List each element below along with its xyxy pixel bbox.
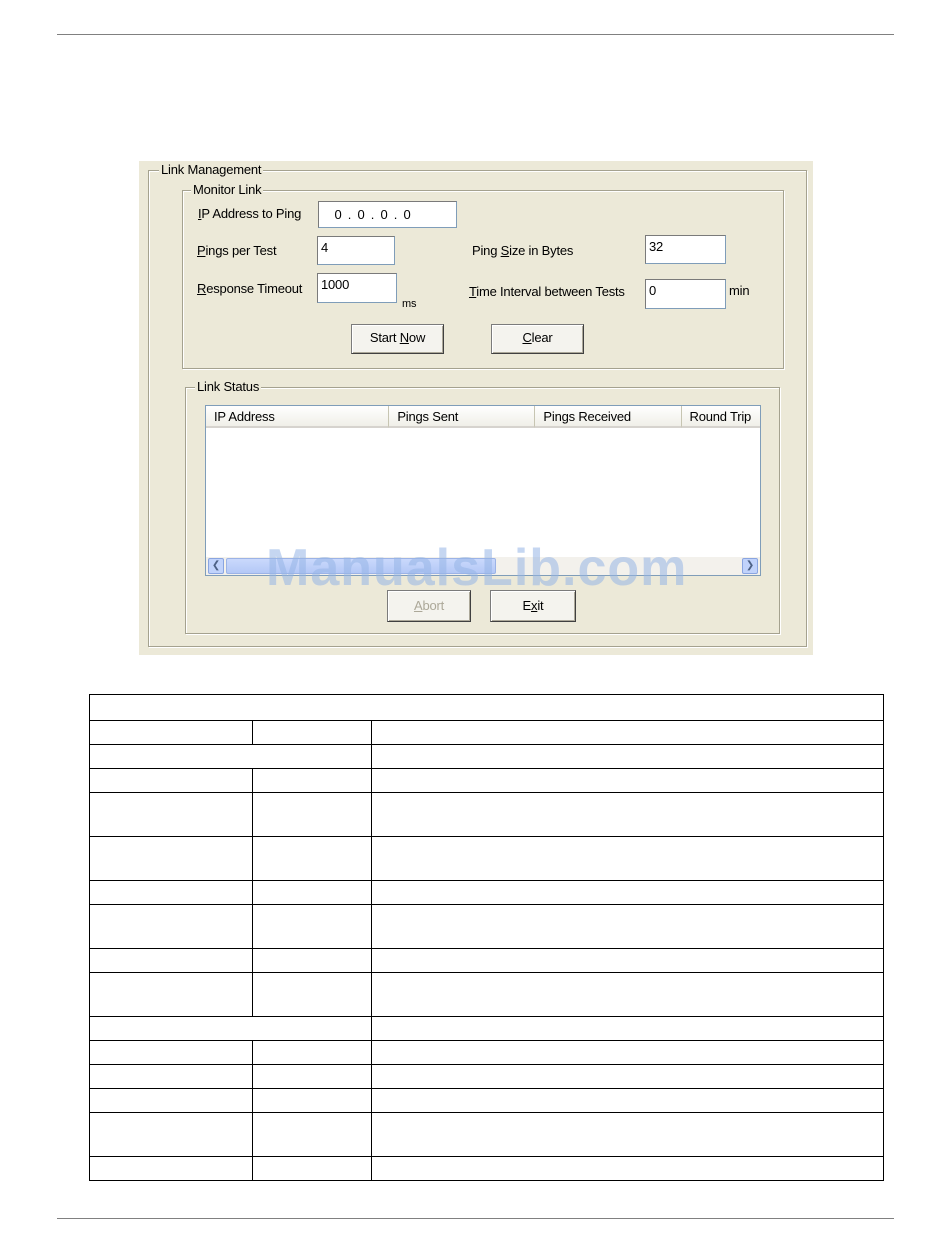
list-header — [206, 406, 760, 428]
ping-size-label — [472, 243, 573, 258]
clear-label-rest: lear — [531, 330, 553, 345]
response-timeout-input[interactable]: 1000 — [317, 273, 397, 303]
table-cell — [252, 1113, 371, 1157]
empty-table — [89, 694, 884, 1181]
top-rule — [57, 34, 894, 35]
table-row — [90, 1017, 884, 1041]
table-cell — [252, 721, 371, 745]
table-cell — [90, 1065, 253, 1089]
table-cell — [371, 973, 883, 1017]
table-cell — [371, 837, 883, 881]
table-cell — [90, 1017, 372, 1041]
abort-label-rest: bort — [422, 598, 445, 613]
table-row — [90, 793, 884, 837]
table-cell — [252, 905, 371, 949]
table-cell — [371, 745, 883, 769]
clear-hotkey: C — [522, 330, 532, 345]
table-cell — [371, 769, 883, 793]
ip-dot: . — [370, 206, 375, 222]
table-row — [90, 695, 884, 721]
abort-hotkey: A — [413, 598, 423, 613]
pings-per-test-label — [197, 243, 276, 258]
table-cell — [252, 949, 371, 973]
table-cell — [252, 881, 371, 905]
ip-address-label — [198, 206, 301, 221]
table-cell — [252, 1089, 371, 1113]
table-cell — [90, 1157, 253, 1181]
ping-size-label-a: Ping — [472, 243, 501, 258]
column-pings-received[interactable]: Pings Received — [535, 406, 681, 428]
table-cell — [90, 1089, 253, 1113]
interval-input[interactable]: 0 — [645, 279, 726, 309]
ip-label-rest: P Address to Ping — [201, 206, 302, 221]
table-row — [90, 1041, 884, 1065]
interval-label — [469, 284, 625, 299]
monitor-link-legend: Monitor Link — [193, 182, 262, 197]
exit-hotkey: x — [531, 598, 538, 613]
table-cell — [90, 1113, 253, 1157]
table-row — [90, 1065, 884, 1089]
table-cell — [252, 1065, 371, 1089]
pings-label-hotkey: P — [197, 243, 206, 258]
pings-label-rest: ings per Test — [205, 243, 277, 258]
table-row — [90, 949, 884, 973]
table-cell — [371, 1041, 883, 1065]
table-cell — [252, 837, 371, 881]
ip-label-hotkey: I — [198, 206, 202, 221]
column-ip-address[interactable]: IP Address — [206, 406, 389, 428]
table-row — [90, 837, 884, 881]
start-now-button[interactable] — [351, 324, 444, 354]
column-round-trip[interactable]: Round Trip — [682, 406, 761, 428]
ip-address-field[interactable] — [318, 201, 457, 228]
scroll-right-icon[interactable]: ❯ — [742, 558, 758, 574]
table-cell — [90, 973, 253, 1017]
exit-label-b: it — [537, 598, 544, 613]
link-status-legend: Link Status — [197, 379, 260, 394]
table-cell — [90, 769, 253, 793]
table-cell — [90, 793, 253, 837]
table-cell — [371, 881, 883, 905]
interval-label-rest: ime Interval between Tests — [476, 284, 625, 299]
table-cell — [252, 973, 371, 1017]
table-cell — [371, 1113, 883, 1157]
pings-per-test-input[interactable]: 4 — [317, 236, 395, 265]
table-cell — [371, 905, 883, 949]
start-label-b: ow — [408, 330, 426, 345]
table-row — [90, 905, 884, 949]
table-cell — [252, 1157, 371, 1181]
timeout-label-rest: esponse Timeout — [206, 281, 303, 296]
table-row — [90, 881, 884, 905]
table-cell — [252, 793, 371, 837]
table-cell — [371, 949, 883, 973]
ip-dot: . — [347, 206, 352, 222]
start-hotkey: N — [399, 330, 409, 345]
table-row — [90, 1113, 884, 1157]
table-cell — [90, 721, 253, 745]
column-pings-sent[interactable]: Pings Sent — [389, 406, 535, 428]
ip-octet-1[interactable]: 0 — [334, 206, 342, 222]
table-cell — [371, 793, 883, 837]
table-cell — [90, 949, 253, 973]
clear-button[interactable] — [491, 324, 584, 354]
exit-label-a: E — [522, 598, 532, 613]
table-cell — [252, 1041, 371, 1065]
table-cell — [90, 837, 253, 881]
table-cell — [371, 1017, 883, 1041]
ping-size-hotkey: S — [500, 243, 510, 258]
table-cell — [371, 721, 883, 745]
link-management-legend: Link Management — [161, 162, 262, 177]
table-cell — [90, 881, 253, 905]
table-row — [90, 745, 884, 769]
ping-size-input[interactable]: 32 — [645, 235, 726, 264]
ip-octet-2[interactable]: 0 — [357, 206, 365, 222]
interval-unit: min — [729, 283, 750, 298]
table-row — [90, 1089, 884, 1113]
table-cell — [90, 745, 372, 769]
timeout-label-hotkey: R — [197, 281, 207, 296]
table-cell — [371, 1065, 883, 1089]
table-cell — [371, 1089, 883, 1113]
response-timeout-label — [197, 281, 302, 296]
ping-size-label-b: ize in Bytes — [509, 243, 574, 258]
table-row — [90, 973, 884, 1017]
scroll-left-icon[interactable]: ❮ — [208, 558, 224, 574]
interval-label-hotkey: T — [469, 284, 477, 299]
timeout-unit: ms — [402, 298, 417, 310]
table-row — [90, 1157, 884, 1181]
ip-octet-3[interactable]: 0 — [380, 206, 388, 222]
start-label-a: Start — [369, 330, 400, 345]
ip-octet-4[interactable]: 0 — [403, 206, 411, 222]
table-cell — [90, 905, 253, 949]
table-row — [90, 721, 884, 745]
bottom-rule — [57, 1218, 894, 1219]
ip-dot: . — [393, 206, 398, 222]
table-cell — [90, 1041, 253, 1065]
table-cell — [90, 695, 884, 721]
table-cell — [252, 769, 371, 793]
table-row — [90, 769, 884, 793]
watermark-text: ManualsLib.com — [266, 539, 688, 597]
table-cell — [371, 1157, 883, 1181]
